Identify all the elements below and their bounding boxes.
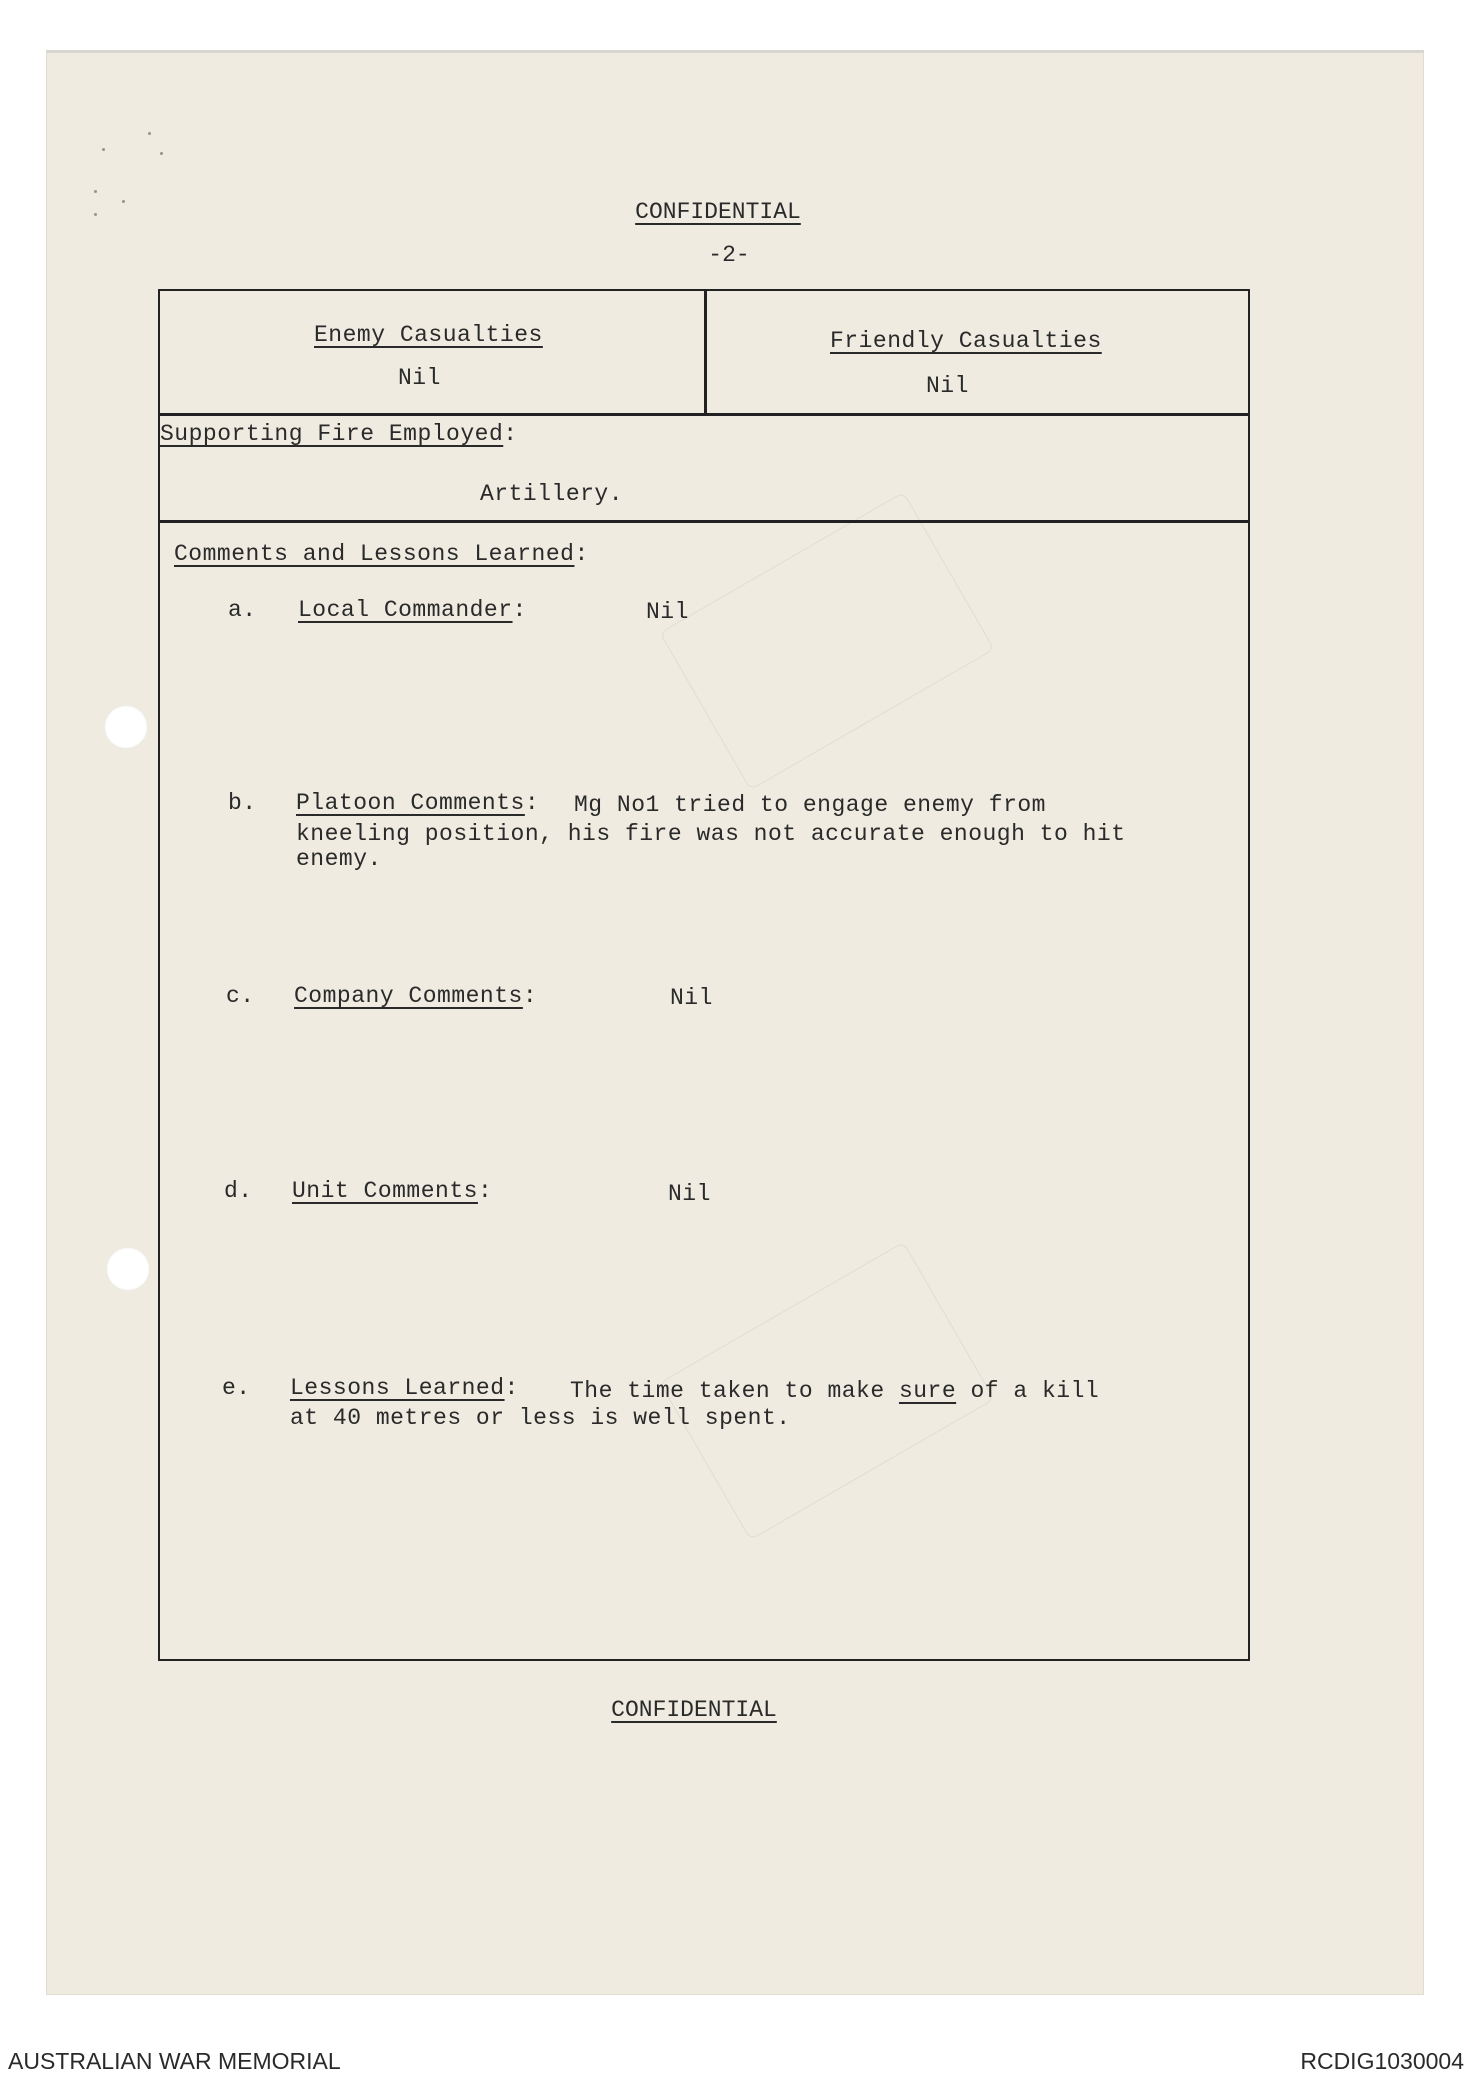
table-divider-vertical — [704, 291, 707, 415]
item-c-label: Company Comments — [294, 983, 523, 1009]
item-d-letter: d. — [224, 1178, 253, 1204]
paper-speck — [148, 132, 151, 135]
footer-archive-name: AUSTRALIAN WAR MEMORIAL — [8, 2048, 341, 2074]
item-d-label: Unit Comments — [292, 1178, 478, 1204]
paper-speck — [102, 148, 105, 151]
comments-heading-label: Comments and Lessons Learned — [174, 541, 575, 567]
item-d-text: Nil — [668, 1181, 711, 1207]
item-b-line1: Mg No1 tried to engage enemy from — [574, 792, 1046, 818]
item-e-emphasis: sure — [898, 1378, 957, 1404]
friendly-casualties-value: Nil — [926, 373, 969, 399]
enemy-casualties-label: Enemy Casualties — [314, 322, 543, 348]
friendly-casualties-label: Friendly Casualties — [830, 328, 1102, 354]
item-e-label: Lessons Learned — [290, 1375, 505, 1401]
punch-hole-top — [104, 705, 148, 749]
item-a-text: Nil — [646, 599, 689, 625]
enemy-casualties-value: Nil — [398, 365, 441, 391]
table-divider-support — [158, 520, 1248, 523]
supporting-fire-label: Supporting Fire Employed — [160, 421, 504, 447]
supporting-fire-value: Artillery. — [480, 481, 624, 507]
item-d-heading: Unit Comments: — [292, 1178, 493, 1204]
punch-hole-bottom — [106, 1247, 150, 1291]
item-c-heading: Company Comments: — [294, 983, 538, 1009]
page-number: -2- — [708, 242, 750, 268]
item-b-heading: Platoon Comments: — [296, 790, 540, 816]
classification-top: CONFIDENTIAL — [635, 199, 801, 225]
item-e-line2: at 40 metres or less is well spent. — [290, 1405, 791, 1431]
paper-speck — [94, 190, 97, 193]
footer-record-id: RCDIG1030004 — [1300, 2048, 1464, 2074]
item-a-label: Local Commander — [298, 597, 513, 623]
item-c-text: Nil — [670, 985, 713, 1011]
paper-speck — [160, 152, 163, 155]
item-e-line1-pre: The time taken to make — [570, 1378, 899, 1404]
report-table — [158, 289, 1250, 1661]
item-e-line1-post: of a kill — [956, 1378, 1100, 1404]
item-a-letter: a. — [228, 597, 257, 623]
comments-heading: Comments and Lessons Learned: — [174, 541, 589, 567]
item-b-line3: enemy. — [296, 846, 382, 872]
item-a-heading: Local Commander: — [298, 597, 527, 623]
item-e-heading: Lessons Learned: — [290, 1375, 519, 1401]
classification-bottom: CONFIDENTIAL — [611, 1697, 777, 1723]
item-b-letter: b. — [228, 790, 257, 816]
table-divider-casualties — [158, 413, 1248, 416]
item-c-letter: c. — [226, 983, 255, 1009]
supporting-fire-heading: Supporting Fire Employed: — [160, 421, 518, 447]
item-b-line2: kneeling position, his fire was not accurate enough to hit — [296, 821, 1126, 847]
item-e-line1 — [570, 1378, 1099, 1404]
item-b-label: Platoon Comments — [296, 790, 525, 816]
item-e-letter: e. — [222, 1375, 251, 1401]
